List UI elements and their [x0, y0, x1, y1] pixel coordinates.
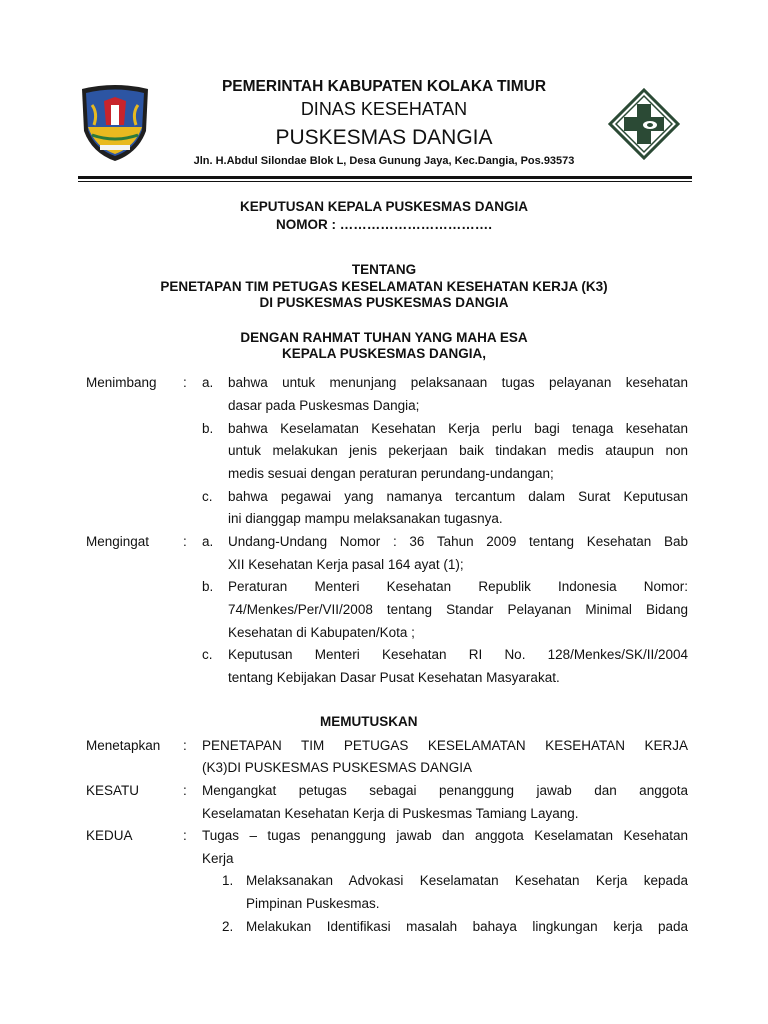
first-line-1: Mengangkat petugas sebagai penanggung jawab dan anggota: [202, 783, 688, 798]
setting-line-2: (K3)DI PUSKESMAS PUSKESMAS DANGIA: [202, 760, 473, 775]
second-line-1: Tugas – tugas penanggung jawab dan anggota Keselamatan Kesehatan: [202, 828, 688, 843]
recalling-item-a-letter: a.: [202, 534, 214, 549]
letterhead-divider: [78, 176, 692, 179]
government-name: PEMERINTAH KABUPATEN KOLAKA TIMUR: [221, 78, 547, 95]
decree-title: KEPUTUSAN KEPALA PUSKESMAS DANGIA: [239, 199, 529, 214]
first-label: KESATU: [86, 783, 140, 798]
second-label: KEDUA: [86, 828, 133, 843]
agency-name: DINAS KESEHATAN: [300, 99, 468, 119]
considering-label: Menimbang: [86, 375, 157, 390]
recalling-item-b-line-3: Kesehatan di Kabupaten/Kota ;: [228, 625, 415, 640]
puskesmas-name: PUSKESMAS DANGIA: [275, 126, 493, 149]
considering-item-b-line-1: bahwa Keselamatan Kesehatan Kerja perlu bagi tenaga kesehatan: [228, 421, 688, 436]
recalling-item-b-line-1: Peraturan Menteri Kesehatan Republik Indonesia Nomor:: [228, 579, 688, 594]
subject-line-1: PENETAPAN TIM PETUGAS KESELAMATAN KESEHATAN KERJA (K3): [160, 279, 608, 294]
task-item-1-line-2: Pimpinan Puskesmas.: [246, 896, 380, 911]
recalling-item-a-line-2: XII Kesehatan Kerja pasal 164 ayat (1);: [228, 557, 464, 572]
recalling-item-c-line-2: tentang Kebijakan Dasar Pusat Kesehatan Masyarakat.: [228, 670, 560, 685]
considering-item-a-line-1: bahwa untuk menunjang pelaksanaan tugas pelayanan kesehatan: [228, 375, 688, 390]
considering-item-b-letter: b.: [202, 421, 214, 436]
second-line-2: Kerja: [202, 851, 234, 866]
letterhead-divider-thin: [78, 181, 692, 182]
recalling-colon: :: [183, 534, 187, 549]
considering-item-b-line-3: medis sesuai dengan peraturan perundang-undangan;: [228, 466, 554, 481]
considering-item-a-line-2: dasar pada Puskesmas Dangia;: [228, 398, 420, 413]
recalling-item-b-line-2: 74/Menkes/Per/VII/2008 tentang Standar Pelayanan Minimal Bidang: [228, 602, 688, 617]
task-item-2-line-1: Melakukan Identifikasi masalah bahaya lingkungan kerja pada: [246, 919, 688, 934]
decree-number: NOMOR : …………………………….: [276, 217, 492, 232]
first-line-2: Keselamatan Kesehatan Kerja di Puskesmas Tamiang Layang.: [202, 806, 579, 821]
task-item-1-number: 1.: [222, 873, 234, 888]
second-colon: :: [183, 828, 187, 843]
considering-colon: :: [183, 375, 187, 390]
setting-colon: :: [183, 738, 187, 753]
task-item-1-line-1: Melaksanakan Advokasi Keselamatan Kesehatan Kerja kepada: [246, 873, 688, 888]
task-item-2-number: 2.: [222, 919, 234, 934]
grace-line-2: KEPALA PUSKESMAS DANGIA,: [281, 346, 487, 361]
recalling-item-a-line-1: Undang-Undang Nomor : 36 Tahun 2009 tentang Kesehatan Bab: [228, 534, 688, 549]
considering-item-c-line-1: bahwa pegawai yang namanya tercantum dalam Surat Keputusan: [228, 489, 688, 504]
recalling-item-c-line-1: Keputusan Menteri Kesehatan RI No. 128/Menkes/SK/II/2004: [228, 647, 688, 662]
setting-label: Menetapkan: [86, 738, 161, 753]
considering-item-c-letter: c.: [202, 489, 213, 504]
subject-line-2: DI PUSKESMAS PUSKESMAS DANGIA: [259, 295, 509, 310]
recalling-item-b-letter: b.: [202, 579, 214, 594]
about-heading: TENTANG: [351, 262, 417, 277]
decides-heading: MEMUTUSKAN: [320, 714, 418, 729]
recalling-label: Mengingat: [86, 534, 150, 549]
considering-item-c-line-2: ini dianggap mampu melaksanakan tugasnya.: [228, 511, 503, 526]
setting-line-1: PENETAPAN TIM PETUGAS KESELAMATAN KESEHATAN KERJA: [202, 738, 688, 753]
recalling-item-c-letter: c.: [202, 647, 213, 662]
considering-item-a-letter: a.: [202, 375, 214, 390]
considering-item-b-line-2: untuk melakukan jenis pekerjaan baik tindakan medis ataupun non: [228, 443, 688, 458]
address: Jln. H.Abdul Silondae Blok L, Desa Gunung Jaya, Kec.Dangia, Pos.93573: [193, 155, 575, 167]
first-colon: :: [183, 783, 187, 798]
grace-line-1: DENGAN RAHMAT TUHAN YANG MAHA ESA: [240, 330, 528, 345]
